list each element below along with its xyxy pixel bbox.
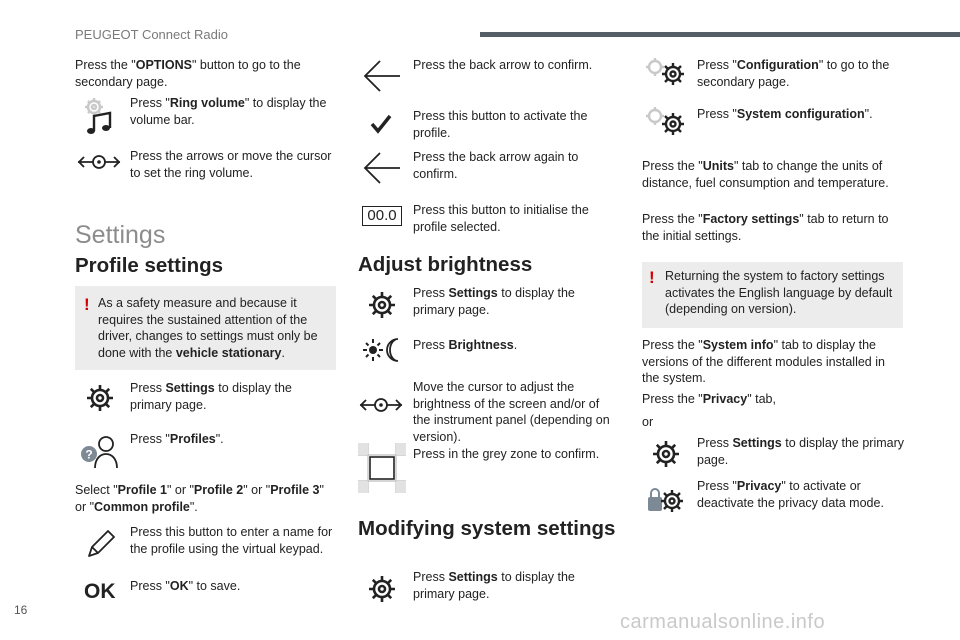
header-bar — [480, 32, 960, 37]
adjust-brightness-heading: Adjust brightness — [358, 253, 533, 276]
press-settings-instruction: Press Settings to display the primary page. — [130, 381, 292, 412]
enter-name-instruction: Press this button to enter a name for the profile using the virtual keypad. — [130, 525, 333, 556]
settings-gear-icon — [367, 290, 397, 320]
configuration-instruction: Press "Configuration" to go to the secondary page. — [697, 58, 890, 89]
press-brightness-instruction: Press Brightness. — [413, 338, 518, 352]
safety-note-text: As a safety measure and because it requires the sustained attention of the driver, changes to settings must only be done with the vehicle stationary. — [98, 296, 318, 360]
warning-icon: ! — [84, 295, 90, 314]
settings-gear-icon — [367, 574, 397, 604]
back-arrow-icon — [362, 150, 402, 186]
watermark: carmanualsonline.info — [620, 611, 826, 633]
configuration-icon — [643, 57, 687, 87]
pencil-icon — [86, 529, 116, 559]
arrows-cursor-instruction: Press the arrows or move the cursor to set the ring volume. — [130, 149, 332, 180]
press-settings-instruction: Press Settings to display the primary page. — [697, 436, 905, 467]
page-number: 16 — [14, 603, 28, 617]
safety-note — [75, 286, 336, 370]
back-confirm-instruction: Press the back arrow to confirm. — [413, 58, 593, 72]
factory-note-text: Returning the system to factory settings activates the English language by default (depending on version). — [665, 269, 893, 316]
system-info-instruction: Press the "System info" tab to display the versions of the different modules installed in the system. — [642, 338, 885, 385]
back-arrow-icon — [362, 58, 402, 94]
system-configuration-icon — [643, 106, 687, 138]
profile-settings-heading: Profile settings — [75, 254, 224, 277]
ok-icon: OK — [84, 580, 116, 603]
privacy-tab-instruction: Press the "Privacy" tab, — [642, 392, 776, 406]
slider-icon — [358, 395, 404, 415]
checkmark-icon — [370, 114, 392, 134]
reset-icon: 00.0 — [362, 206, 402, 226]
settings-gear-icon — [651, 439, 681, 469]
modifying-system-settings-heading: Modifying system settings — [358, 517, 616, 540]
initialise-instruction: Press this button to initialise the profile selected. — [413, 203, 589, 234]
factory-note — [642, 262, 903, 328]
press-ok-instruction: Press "OK" to save. — [130, 579, 241, 593]
activate-profile-instruction: Press this button to activate the profile. — [413, 109, 588, 140]
select-profile-instruction: Select "Profile 1" or "Profile 2" or "Profile 3" or "Common profile". — [75, 483, 324, 514]
ring-volume-icon — [80, 96, 114, 138]
back-again-instruction: Press the back arrow again to confirm. — [413, 150, 579, 181]
settings-gear-icon — [85, 383, 115, 413]
ring-volume-instruction: Press "Ring volume" to display the volume bar. — [130, 96, 327, 127]
header-title: PEUGEOT Connect Radio — [75, 27, 228, 42]
factory-settings-instruction: Press the "Factory settings" tab to return to the initial settings. — [642, 212, 889, 243]
warning-icon: ! — [649, 268, 655, 287]
options-instruction: Press the "OPTIONS" button to go to the secondary page. — [75, 58, 301, 89]
brightness-icon — [362, 337, 406, 363]
grey-zone-instruction: Press in the grey zone to confirm. — [413, 447, 600, 461]
profiles-icon — [80, 432, 120, 470]
privacy-icon — [646, 485, 686, 517]
slider-icon — [76, 152, 122, 172]
settings-heading: Settings — [75, 221, 166, 249]
units-instruction: Press the "Units" tab to change the units of distance, fuel consumption and temperature. — [642, 159, 889, 190]
press-profiles-instruction: Press "Profiles". — [130, 432, 224, 446]
grey-zone-icon — [358, 443, 406, 493]
press-settings-instruction: Press Settings to display the primary page. — [413, 570, 575, 601]
press-settings-instruction: Press Settings to display the primary page. — [413, 286, 575, 317]
move-cursor-instruction: Move the cursor to adjust the brightness of the screen and/or of the instrument panel (depending on version). — [413, 380, 610, 444]
or-text: or — [642, 415, 654, 429]
privacy-mode-instruction: Press "Privacy" to activate or deactivate the privacy data mode. — [697, 479, 884, 510]
svg-text:?: ? — [85, 447, 93, 462]
system-configuration-instruction: Press "System configuration". — [697, 107, 873, 121]
